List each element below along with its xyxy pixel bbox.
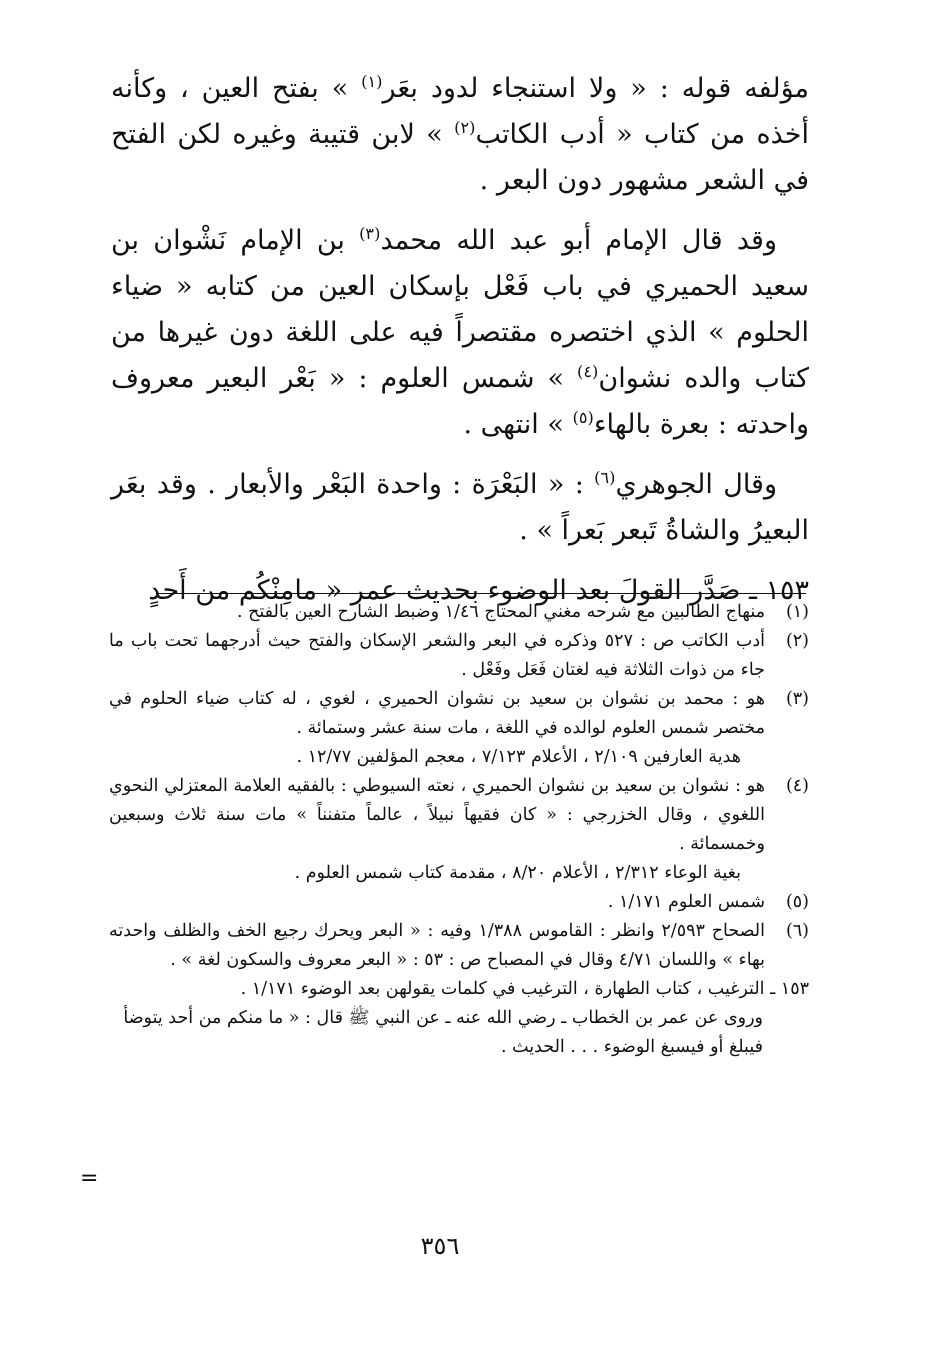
footnote-text: منهاج الطالبين مع شرحه مغني المحتاج ١/٤٦ وضبط الشارح العين بالفتح .	[236, 602, 765, 622]
footnote-ref-4: (٤)	[577, 362, 599, 381]
footnote-number: (٣)	[785, 689, 809, 709]
footnote-ref-1: (١)	[361, 72, 383, 91]
footnote-text: هو : نشوان بن سعيد بن نشوان الحميري ، نعته السيوطي : بالفقيه العلامة المعتزلي النحوي اللغوي ، وقال الخزرجي : « كان فقيهاً نبيلاً ، عالماً متفنناً » مات سنة ثلاث وسبعين وخمسمائة .	[109, 776, 765, 854]
footnote-ref-2: (٢)	[454, 118, 476, 137]
paragraph-hadith-153: ١٥٣ ـ صَدَّر القولَ بعد الوضوء بحديث عمر « مامِنْكُم من أَحدٍ	[148, 575, 809, 606]
footnote-number: (٤)	[785, 776, 809, 796]
footnote-text: أدب الكاتب ص : ٥٢٧ وذكره في البعر والشعر الإسكان والفتح حيث أدرجهما تحت باب ما جاء من ذوات الثلاثة فيه لغتان فَعَل وفَعْل .	[109, 631, 765, 680]
footnote-ref-6: (٦)	[594, 468, 616, 487]
continuation-mark: =	[80, 1166, 99, 1191]
footnote-source: بغية الوعاء ٢/٣١٢ ، الأعلام ٨/٢٠ ، مقدمة كتاب شمس العلوم .	[294, 863, 741, 883]
paragraph-2: وقد قال الإمام أبو عبد الله محمد$^{(٣)}$ بن الإمام نَشْوان بن سعيد الحميري في باب فَعْل بإسكان العين من كتابه « ضياء الحلوم » الذي اختصره مقتصراً فيه على اللغة دون غيرها من كتاب والده نشوان$^{(٤)}$ » شمس العلوم : « بَعْر البعير معروف واحدته : بعرة بالهاء$^{(٥)}$ » انتهى .	[111, 224, 809, 440]
paragraph-3: وقال الجوهري$^{(٦)}$ : « البَعْرَة : واحدة البَعْر والأبعار . وقد بعَر البعيرُ والشاةُ تَبعر بَعراً » .	[111, 468, 809, 546]
main-text	[111, 66, 809, 614]
reference-note-153: ١٥٣ ـ الترغيب ، كتاب الطهارة ، الترغيب في كلمات يقولهن بعد الوضوء ١/١٧١ .	[240, 979, 809, 999]
paragraph-1: مؤلفه قوله : « ولا استنجاء لدود بعَر$^{(١)}$ » بفتح العين ، وكأنه أخذه من كتاب « أدب الكاتب$^{(٢)}$ » لابن قتيبة وغيره لكن الفتح في الشعر مشهور دون البعر .	[111, 72, 809, 196]
footnote-number: (٦)	[785, 921, 809, 941]
footnote-text: هو : محمد بن نشوان بن سعيد بن نشوان الحميري ، لغوي ، له كتاب ضياء الحلوم في مختصر شمس العلوم لوالده في اللغة ، مات سنة عشر وستمائة .	[109, 689, 765, 738]
footnote-ref-5: (٥)	[572, 408, 594, 427]
footnote-1	[109, 598, 809, 627]
footnote-number: (٢)	[785, 631, 809, 651]
footnote-2	[109, 627, 809, 685]
footnote-number: (١)	[785, 602, 809, 622]
footnote-4	[109, 772, 809, 888]
footnote-text: الصحاح ٢/٥٩٣ وانظر : القاموس ١/٣٨٨ وفيه : « البعر ويحرك رجيع الخف والظلف واحدته بهاء » واللسان ٤/٧١ وقال في المصباح ص : ٥٣ : « البعر معروف والسكون لغة » .	[109, 921, 765, 970]
footnote-3	[109, 685, 809, 772]
footnote-ref-3: (٣)	[359, 224, 381, 243]
footnote-divider	[156, 593, 806, 594]
footnote-number: (٥)	[785, 892, 809, 912]
footnote-source: هدية العارفين ٢/١٠٩ ، الأعلام ٧/١٢٣ ، معجم المؤلفين ١٢/٧٧ .	[296, 747, 741, 767]
footnote-6	[109, 917, 809, 975]
footnotes	[109, 598, 809, 1062]
reference-note-153-cont: وروى عن عمر بن الخطاب ـ رضي الله عنه ـ عن النبي ﷺ قال : « ما منكم من أحد يتوضأ فيبلغ أو فيسبغ الوضوء . . . الحديث .	[123, 1008, 763, 1057]
footnote-5	[109, 888, 809, 917]
page-number: ٣٥٦	[420, 1232, 460, 1260]
footnote-text: شمس العلوم ١/١٧١ .	[607, 892, 765, 912]
